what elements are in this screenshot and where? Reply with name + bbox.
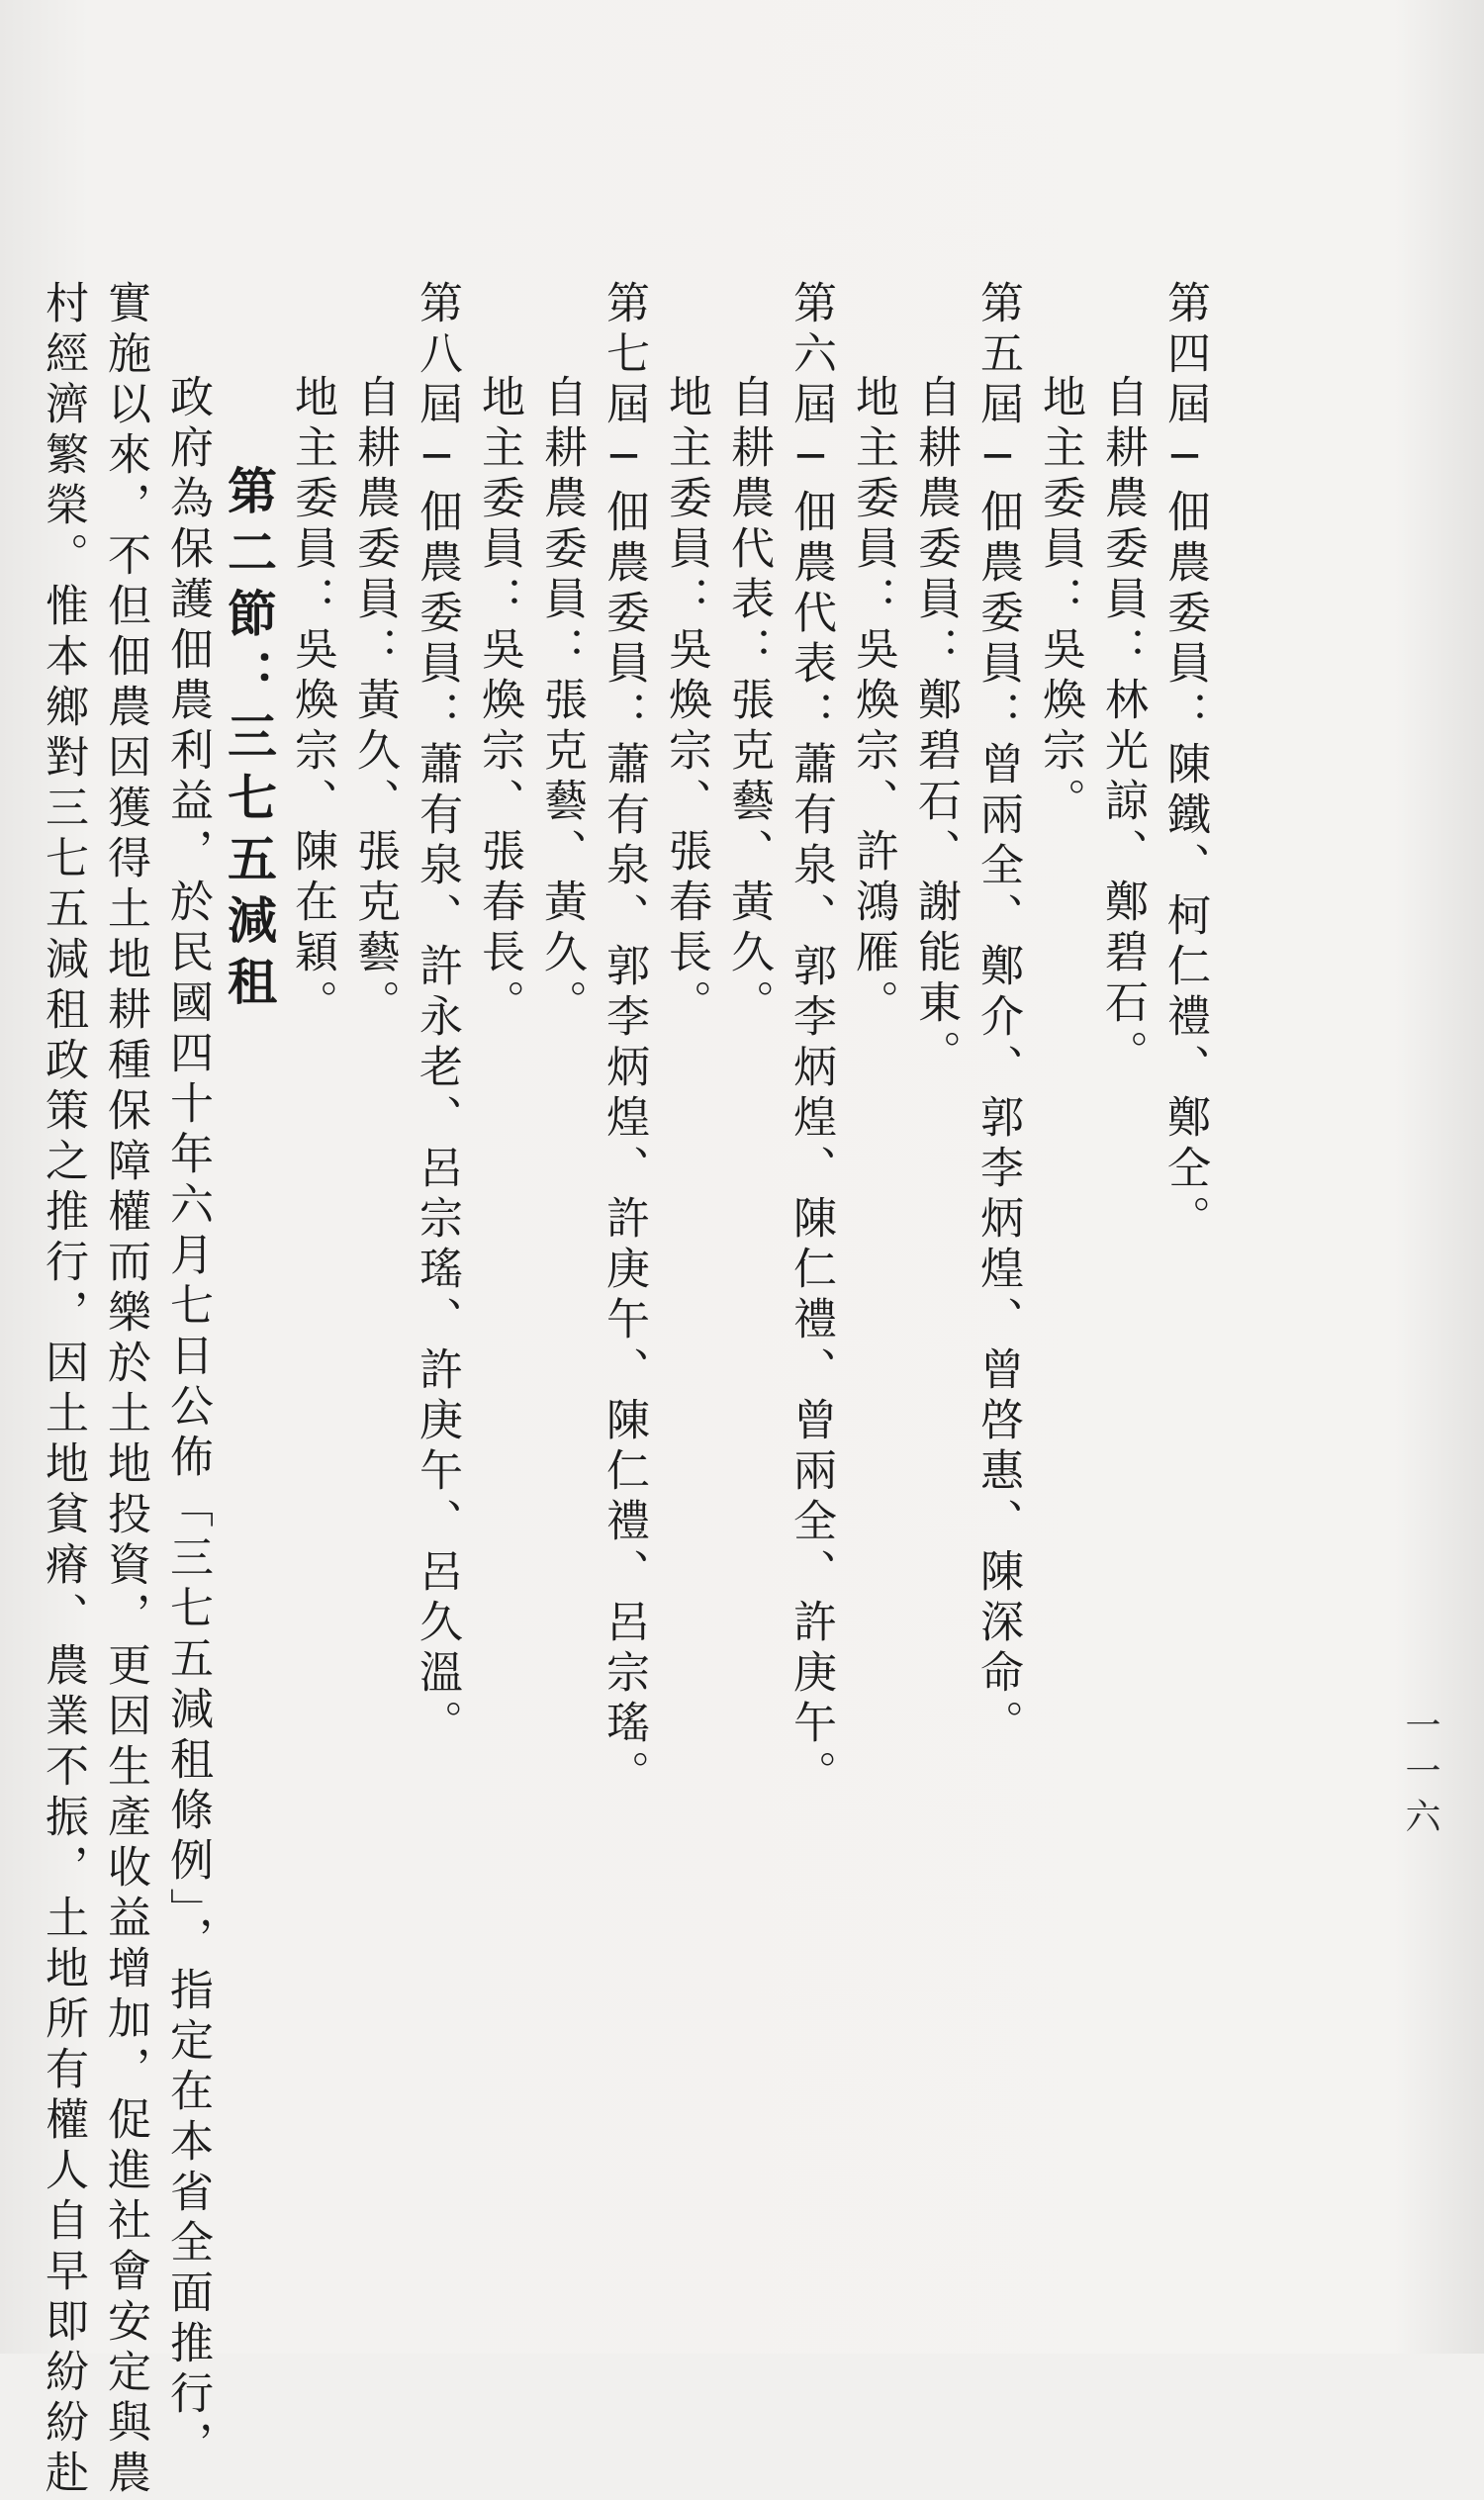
text-column-3: 地主委員：吳煥宗。	[1035, 374, 1085, 828]
text-column-8: 自耕農代表：張克藝、黃久。	[723, 374, 774, 1030]
text-column-9: 地主委員：吳煥宗、張春長。	[661, 374, 711, 1030]
text-column-10: 第七屆─佃農委員：蕭有泉、郭李炳煌、許庚午、陳仁禮、呂宗瑤。	[599, 280, 649, 1801]
text-column-11: 自耕農委員：張克藝、黃久。	[536, 374, 587, 1030]
text-column-17: 實施以來，不但佃農因獲得土地耕種保障權而樂於土地投資，更因生產收益增加，促進社會安定與農	[100, 280, 150, 2500]
text-column-2: 自耕農委員：林光諒、鄭碧石。	[1097, 374, 1148, 1080]
text-column-15: 地主委員：吳煥宗、陳在穎。	[287, 374, 337, 1030]
text-column-12: 地主委員：吳煥宗、張春長。	[474, 374, 524, 1030]
text-column-4: 第五屆─佃農委員：曾兩全、鄭介、郭李炳煌、曾啓惠、陳深命。	[973, 280, 1023, 1750]
text-column-14: 自耕農委員：黃久、張克藝。	[349, 374, 400, 1030]
text-column-16: 政府為保護佃農利益，於民國四十年六月七日公佈「三七五減租條例」，指定在本省全面推行，	[162, 374, 213, 2471]
section-heading: 第二節：三七五減租	[220, 465, 278, 1017]
text-column-6: 地主委員：吳煥宗、許鴻雁。	[848, 374, 898, 1030]
page-number: 一一六	[1400, 1707, 1440, 1843]
text-column-13: 第八屆─佃農委員：蕭有泉、許永老、呂宗瑤、許庚午、呂久溫。	[412, 280, 462, 1750]
text-column-5: 自耕農委員：鄭碧石、謝能東。	[910, 374, 961, 1080]
text-column-7: 第六屆─佃農代表：蕭有泉、郭李炳煌、陳仁禮、曾兩全、許庚午。	[786, 280, 836, 1801]
text-column-1: 第四屆─佃農委員：陳鐵、柯仁禮、鄭仝。	[1159, 280, 1210, 1246]
text-column-18: 村經濟繁榮。惟本鄉對三七五減租政策之推行，因土地貧瘠、農業不振，土地所有權人自早即紛紛赴	[38, 280, 88, 2500]
